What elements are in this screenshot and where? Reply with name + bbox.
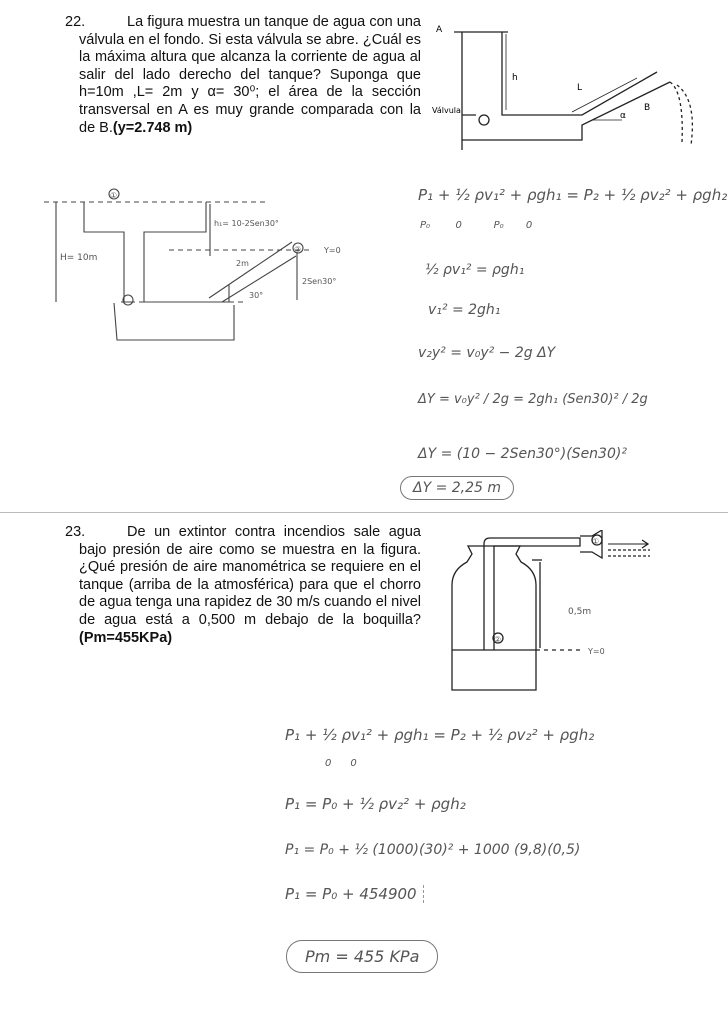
- p22-work-2: P₀ 0 P₀ 0: [420, 220, 533, 231]
- problem-22-number: 22.: [65, 14, 86, 30]
- sketch22-2sen: 2Sen30°: [302, 277, 337, 286]
- fig23-y0: Y=0: [588, 647, 605, 656]
- p23-work-4: P₁ = P₀ + ½ (1000)(30)² + 1000 (9,8)(0,5): [285, 842, 581, 858]
- p23-work-2: 0 0: [325, 758, 357, 769]
- p22-result: ΔY = 2,25 m: [400, 476, 514, 500]
- fig22-label-B: B: [644, 103, 651, 113]
- fig22-label-h: h: [512, 73, 518, 83]
- problem-23-number: 23.: [65, 524, 86, 540]
- p23-result: Pm = 455 KPa: [286, 940, 438, 973]
- p22-work-4: v₁² = 2gh₁: [428, 302, 501, 318]
- p22-work-6: ΔY = v₀y² / 2g = 2gh₁ (Sen30)² / 2g: [418, 392, 648, 407]
- problem-22-text: [79, 14, 421, 137]
- fig22-label-A: A: [436, 25, 443, 35]
- problem-23-answer: (Pm=455KPa): [79, 629, 173, 646]
- p22-work-1: P₁ + ½ ρv₁² + ρgh₁ = P₂ + ½ ρv₂² + ρgh₂: [418, 186, 728, 204]
- sketch22-30deg: 30°: [249, 291, 264, 300]
- fig23-dist: 0,5m: [568, 607, 592, 617]
- sketch22-2m: 2m: [236, 259, 249, 268]
- problem-23-text: [79, 524, 421, 647]
- problem-23-figure: [432, 530, 718, 700]
- problem-22-statement: La figura muestra un tanque de agua con una válvula en el fondo. Si esta válvula se abre. ¿Cuál es la máxima altura que alcanza la corriente de agua al salir del lado derecho del tanque? Suponga que h=10m ,L= 2m y α= 30⁰; el área de la sección transversal en A es muy grande comparada con la de B.: [79, 14, 421, 136]
- sketch22-point-1: ①: [110, 191, 118, 200]
- p22-work-5: v₂y² = v₀y² − 2g ΔY: [418, 345, 556, 361]
- fig22-label-L: L: [577, 83, 583, 93]
- p22-work-3: ½ ρv₁² = ρgh₁: [425, 262, 525, 278]
- sketch22-H: H= 10m: [60, 253, 98, 263]
- p23-work-1: P₁ + ½ ρv₁² + ρgh₁ = P₂ + ½ ρv₂² + ρgh₂: [285, 726, 595, 744]
- problem-22-answer: (y=2.748 m): [112, 119, 193, 136]
- problem-22-sketch: [44, 180, 374, 360]
- fig23-point-1: ①: [592, 537, 600, 546]
- fig23-point-2: ②: [494, 635, 502, 644]
- fig22-label-alpha: α: [620, 111, 626, 121]
- problem-22-figure: [432, 20, 700, 170]
- sketch22-h1: h₁= 10-2Sen30°: [214, 219, 279, 228]
- sketch22-point-2: ②: [294, 245, 302, 254]
- p22-work-7: ΔY = (10 − 2Sen30°)(Sen30)²: [418, 446, 627, 462]
- fig22-label-valve: Válvula: [432, 106, 461, 115]
- p23-work-3: P₁ = P₀ + ½ ρv₂² + ρgh₂: [285, 795, 466, 813]
- sketch22-y0: Y=0: [324, 246, 341, 255]
- problem-23-statement: De un extintor contra incendios sale agua bajo presión de aire como se muestra en la figura. ¿Qué presión de aire manométrica se requiere en el tanque (arriba de la atmosférica) para que el chorro de agua tenga una rapidez de 30 m/s cuando el nivel de agua está a 0,500 m debajo de la boquilla?: [79, 524, 421, 628]
- p23-work-5: P₁ = P₀ + 454900: [285, 885, 424, 903]
- problem-separator: [0, 512, 728, 513]
